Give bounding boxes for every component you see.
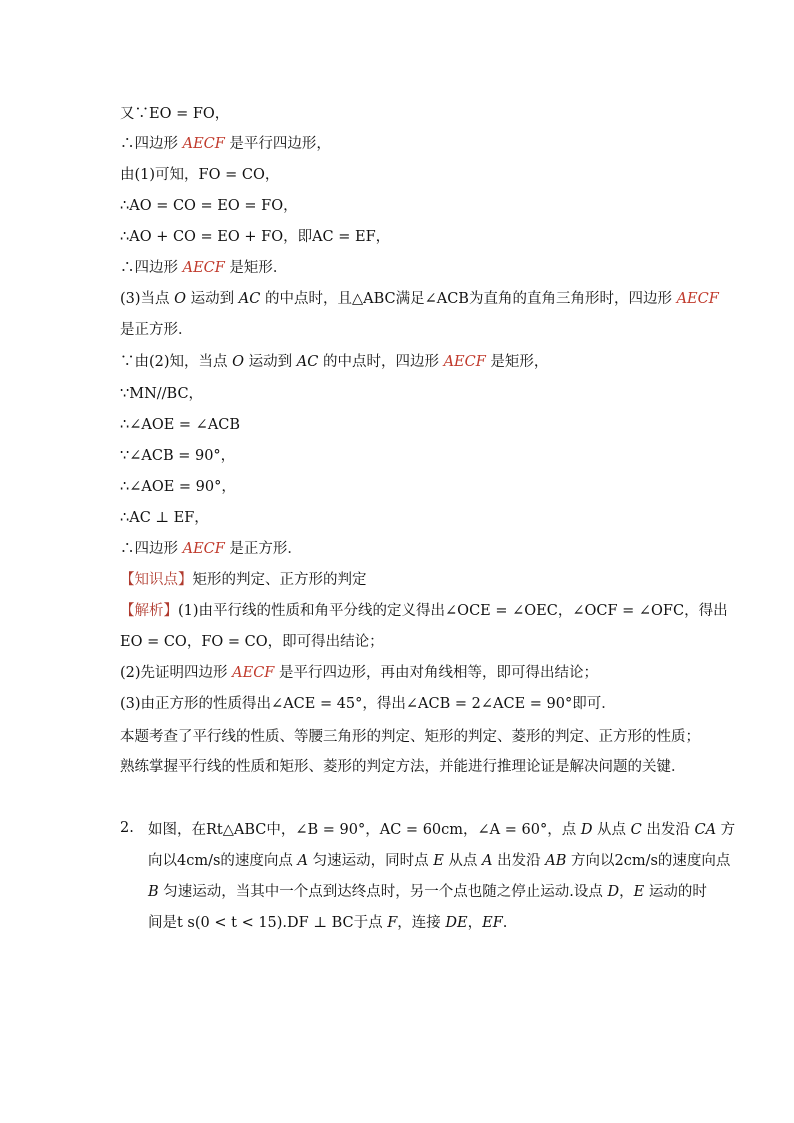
analysis-tag: 【解析】 (120, 603, 178, 619)
analysis-line-4: (3)由正方形的性质得出∠ACE = 45°，得出∠ACB = 2∠ACE = 90°即可． (120, 696, 616, 712)
question-line-2: 向以4cm/s的速度向点 A 匀速运动，同时点 E 从点 A 出发沿 AB 方向以2cm/s的速度向点 (148, 853, 731, 869)
solution-line-4: ∴AO = CO = EO = FO， (120, 198, 298, 214)
solution-line-11: ∴∠AOE = ∠ACB (120, 417, 241, 433)
solution-line-15: ∴四边形 AECF 是正方形． (120, 541, 302, 557)
solution-line-1: 又∵EO = FO， (120, 106, 230, 122)
solution-line-6: ∴四边形 AECF 是矩形． (120, 260, 288, 276)
solution-line-14: ∴AC ⊥ EF， (120, 510, 209, 526)
question-number: 2. (120, 820, 134, 836)
question-line-1: 如图，在Rt△ABC中，∠B = 90°，AC = 60cm，∠A = 60°，点 D 从点 C 出发沿 CA 方 (148, 822, 736, 838)
solution-line-2: ∴四边形 AECF 是平行四边形， (120, 136, 331, 152)
solution-line-9: ∵由(2)知，当点 O 运动到 AC 的中点时，四边形 AECF 是矩形， (120, 354, 549, 370)
solution-line-3: 由(1)可知，FO = CO， (120, 167, 280, 183)
analysis-line-5: 本题考查了平行线的性质、等腰三角形的判定、矩形的判定、菱形的判定、正方形的性质； (120, 729, 700, 745)
solution-line-13: ∴∠AOE = 90°， (120, 479, 236, 495)
knowledge-point: 【知识点】矩形的判定、正方形的判定 (120, 572, 367, 588)
knowledge-tag: 【知识点】 (120, 572, 193, 588)
question-line-3: B 匀速运动，当其中一个点到达终点时，另一个点也随之停止运动.设点 D，E 运动的时 (148, 884, 707, 900)
analysis-line-2: EO = CO，FO = CO，即可得出结论； (120, 634, 384, 650)
question-line-4: 间是t s(0 < t < 15).DF ⊥ BC于点 F，连接 DE，EF. (148, 915, 508, 931)
solution-line-5: ∴AO + CO = EO + FO，即AC = EF， (120, 229, 391, 245)
solution-line-10: ∵MN//BC， (120, 386, 204, 402)
solution-line-12: ∵∠ACB = 90°， (120, 448, 236, 464)
solution-line-8: 是正方形． (120, 322, 193, 338)
analysis-line-6: 熟练掌握平行线的性质和矩形、菱形的判定方法，并能进行推理论证是解决问题的关键． (120, 759, 686, 775)
solution-line-7: (3)当点 O 运动到 AC 的中点时，且△ABC满足∠ACB为直角的直角三角形时，四边形 AECF (120, 291, 719, 307)
analysis-line-3: (2)先证明四边形 AECF 是平行四边形，再由对角线相等，即可得出结论； (120, 665, 598, 681)
analysis-line-1: 【解析】(1)由平行线的性质和角平分线的定义得出∠OCE = ∠OEC，∠OCF = ∠OFC，得出 (120, 603, 728, 619)
